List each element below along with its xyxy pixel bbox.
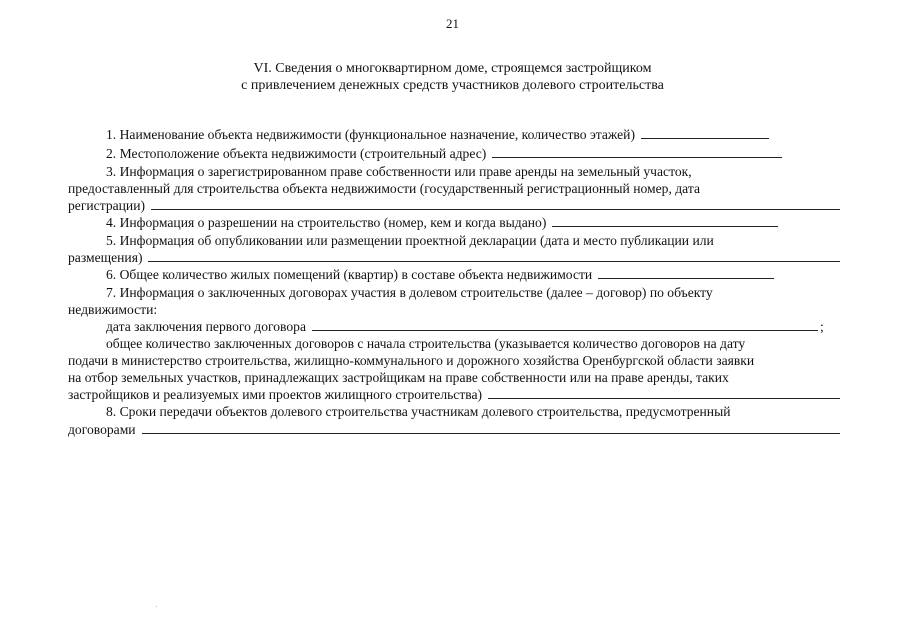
item-4 [106, 214, 840, 231]
item-8-line-2-text: договорами [68, 422, 136, 437]
item-4-text: 4. Информация о разрешении на строительство (номер, кем и когда выдано) [106, 215, 547, 230]
item-7-line-7 [68, 386, 840, 403]
item-3-line-2: предоставленный для строительства объекта недвижимости (государственный регистрационный номер, дата [68, 181, 700, 196]
contracts-count-field[interactable] [488, 386, 840, 399]
item-4-blank-field[interactable] [552, 214, 778, 227]
page-number: 21 [446, 16, 459, 31]
first-contract-date-label: дата заключения первого договора [106, 319, 306, 334]
scan-speck [156, 606, 157, 607]
item-2-text: 2. Местоположение объекта недвижимости (строительный адрес) [106, 146, 487, 161]
item-5-line-2-text: размещения) [68, 250, 143, 265]
first-contract-date-semicolon: ; [820, 319, 824, 334]
item-7-line-6: на отбор земельных участков, принадлежащих застройщикам на праве собственности или на праве аренды, таких [68, 370, 729, 385]
item-8-line-1: 8. Сроки передачи объектов долевого строительства участникам долевого строительства, предусмотренный [106, 404, 731, 419]
item-7-line-7-text: застройщиков и реализуемых ими проектов жилищного строительства) [68, 387, 483, 402]
item-7-line-1: 7. Информация о заключенных договорах участия в долевом строительстве (далее – договор) по объекту [106, 285, 713, 300]
item-3-line-3 [68, 197, 840, 214]
first-contract-date-field[interactable] [312, 318, 818, 331]
item-5-blank-field[interactable] [148, 249, 840, 262]
item-5-line-2 [68, 249, 840, 266]
item-5-line-1: 5. Информация об опубликовании или размещении проектной декларации (дата и место публикации или [106, 233, 714, 248]
section-title-line-1: VI. Сведения о многоквартирном доме, строящемся застройщиком [253, 61, 652, 76]
item-8-line-2 [68, 421, 840, 438]
item-1-text: 1. Наименование объекта недвижимости (функциональное назначение, количество этажей) [106, 127, 635, 142]
item-6-text: 6. Общее количество жилых помещений (квартир) в составе объекта недвижимости [106, 267, 593, 282]
item-7-line-4: общее количество заключенных договоров с начала строительства (указывается количество договоров на дату [106, 336, 746, 351]
item-7-first-contract-date [106, 318, 840, 335]
item-3-blank-field[interactable] [151, 197, 840, 210]
item-7-line-5: подачи в министерство строительства, жилищно-коммунального и дорожного хозяйства Оренбургской области заявки [68, 353, 755, 368]
item-2-blank-field[interactable] [492, 145, 782, 158]
item-3-line-1: 3. Информация о зарегистрированном праве собственности или праве аренды на земельный участок, [106, 164, 692, 179]
item-7-line-2: недвижимости: [68, 302, 158, 317]
item-1-blank-field[interactable] [641, 126, 769, 139]
item-2 [106, 145, 840, 162]
item-6-blank-field[interactable] [598, 266, 774, 279]
item-3-line-3-text: регистрации) [68, 198, 146, 213]
item-8-blank-field[interactable] [142, 421, 840, 434]
item-1 [106, 126, 840, 143]
item-6 [106, 266, 840, 283]
section-title-line-2: с привлечением денежных средств участников долевого строительства [241, 78, 664, 93]
